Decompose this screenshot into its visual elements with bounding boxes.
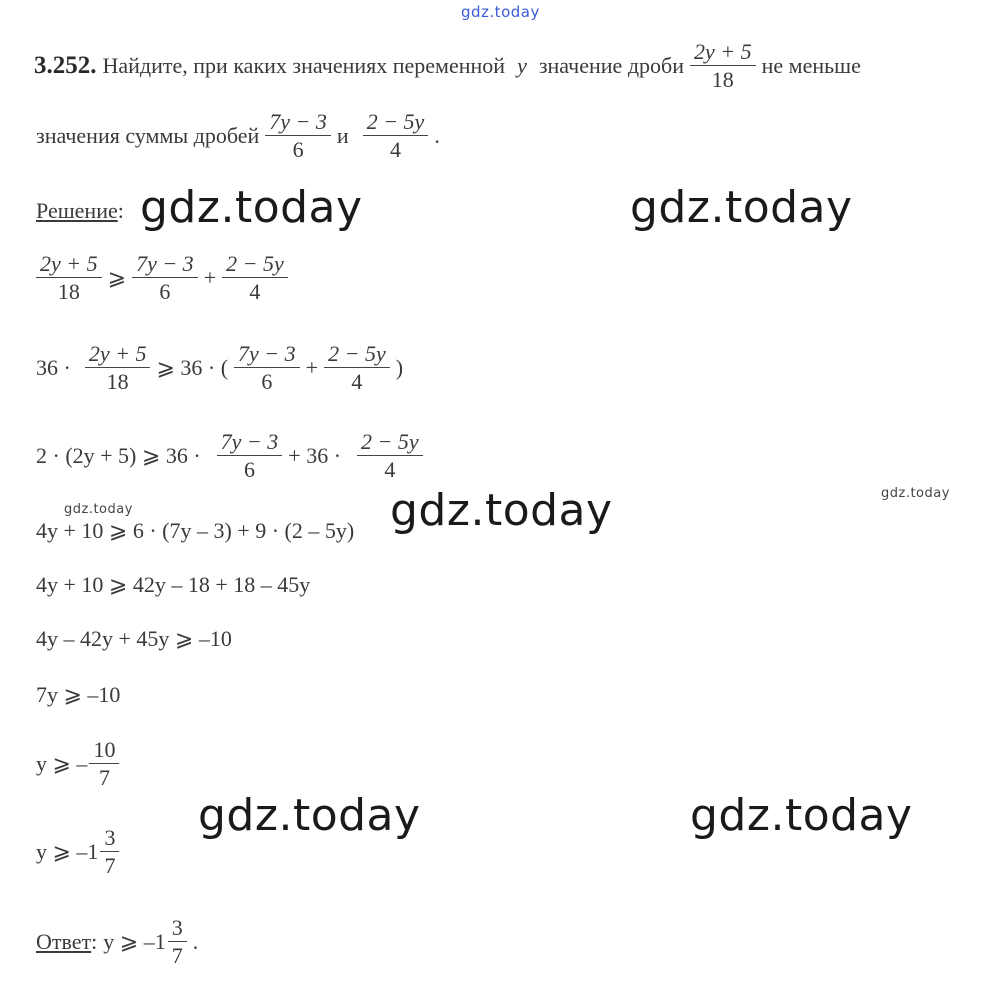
- problem-variable: y: [517, 52, 527, 78]
- watermark-small-right: gdz.today: [881, 486, 950, 501]
- watermark-3: gdz.today: [390, 485, 613, 536]
- solution-label: Решение: [36, 198, 118, 223]
- step-3-frac-1: $\frac{7y - 3}{6}$: [217, 430, 283, 481]
- step-1-frac-1: $\frac{2y + 5}{18}$: [36, 252, 102, 303]
- step-6: 4y – 42y + 45y ⩾ –10: [36, 626, 232, 651]
- problem-line-2: [36, 110, 440, 161]
- problem-fraction-1: $\frac{2y + 5}{18}$: [690, 40, 756, 91]
- problem-text-2: значение дроби: [538, 52, 684, 78]
- watermark-1: gdz.today: [140, 182, 363, 233]
- step-1-frac-2: $\frac{7y - 3}{6}$: [132, 252, 198, 303]
- watermark-2: gdz.today: [630, 182, 853, 233]
- problem-number: 3.252.: [34, 51, 97, 79]
- step-8-frac: $\frac{10}{7}$: [89, 738, 119, 789]
- step-5: 4y + 10 ⩾ 42y – 18 + 18 – 45y: [36, 572, 311, 597]
- watermark-small-left: gdz.today: [64, 502, 133, 517]
- watermark-5: gdz.today: [690, 790, 913, 841]
- answer-label: Ответ: [36, 928, 92, 954]
- problem-line-1: [34, 40, 861, 91]
- step-3-frac-2: $\frac{2 - 5y}{4}$: [357, 430, 423, 481]
- step-8: y ⩾ – $\frac{10}{7}$: [36, 738, 125, 789]
- step-1: $\frac{2y + 5}{18}$ ⩾ $\frac{7y - 3}{6}$ + $\frac{2 - 5y}{4}$: [36, 252, 294, 303]
- watermark-4: gdz.today: [198, 790, 421, 841]
- step-2: 36 · $\frac{2y + 5}{18}$ ⩾ 36 · ( $\frac{7y - 3}{6}$ + $\frac{2 - 5y}{4}$ ): [36, 341, 404, 395]
- answer-value: y ⩾ –1: [103, 928, 166, 954]
- answer-frac: $\frac{3}{7}$: [168, 916, 187, 967]
- step-1-frac-3: $\frac{2 - 5y}{4}$: [222, 252, 288, 303]
- problem-and: и: [336, 122, 349, 148]
- answer-line: Ответ : y ⩾ –1 $\frac{3}{7}$ .: [36, 915, 199, 969]
- watermark-top: gdz.today: [461, 3, 540, 21]
- solution-heading: Решение :: [36, 198, 124, 223]
- problem-fraction-3: $\frac{2 - 5y}{4}$: [363, 110, 429, 161]
- problem-text-1: Найдите, при каких значениях переменной: [102, 52, 506, 78]
- problem-fraction-2: $\frac{7y - 3}{6}$: [265, 110, 331, 161]
- step-9-frac: $\frac{3}{7}$: [100, 826, 119, 877]
- step-4: 4y + 10 ⩾ 6 · (7y – 3) + 9 · (2 – 5y): [36, 518, 355, 543]
- step-2-frac-3: $\frac{2 - 5y}{4}$: [324, 342, 390, 393]
- problem-end: .: [434, 122, 440, 148]
- step-2-frac-1: $\frac{2y + 5}{18}$: [85, 342, 151, 393]
- step-3: 2 · (2y + 5) ⩾ 36 · $\frac{7y - 3}{6}$ + 36 · $\frac{2 - 5y}{4}$: [36, 430, 429, 481]
- step-7: 7y ⩾ –10: [36, 682, 121, 707]
- problem-text-3: не меньше: [761, 52, 861, 78]
- problem-text-4: значения суммы дробей: [36, 122, 260, 148]
- step-9: y ⩾ –1 $\frac{3}{7}$: [36, 826, 125, 877]
- step-2-frac-2: $\frac{7y - 3}{6}$: [234, 342, 300, 393]
